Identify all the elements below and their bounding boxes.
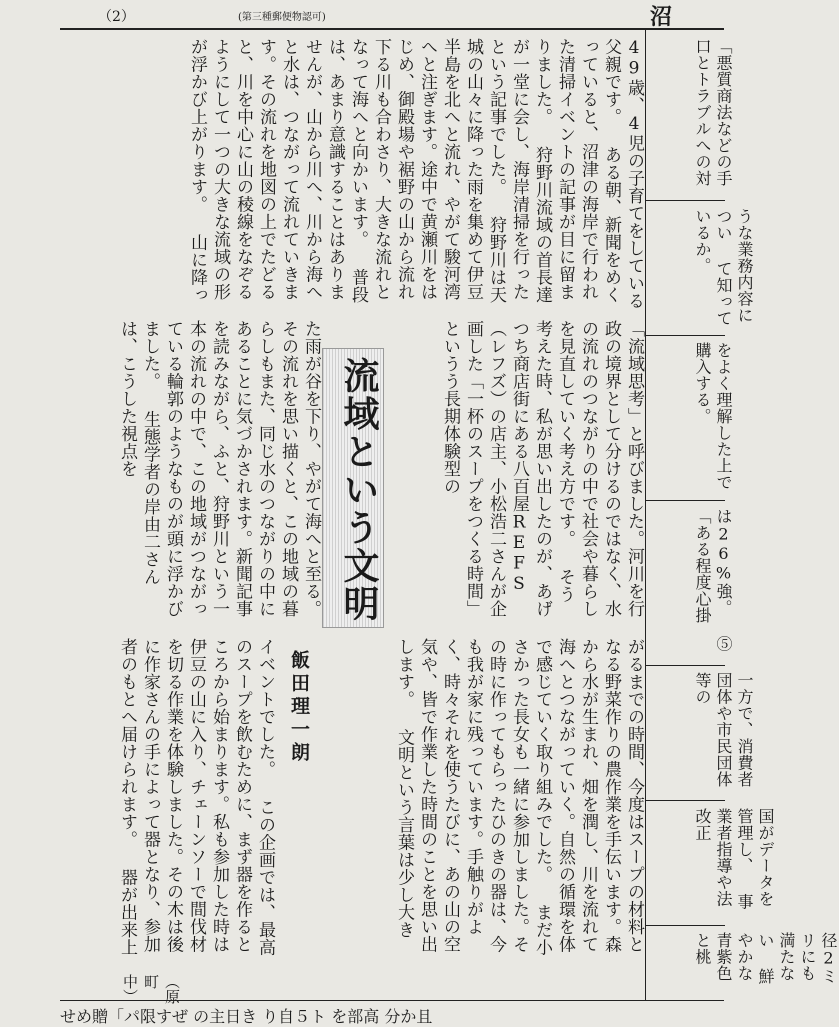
strip-column: 一方で、消費者 団体や市民団体等の <box>693 672 754 788</box>
strip-column: うな業務内容につい て知っているか。 <box>693 208 754 327</box>
strip-column: は26%強。 ⑤「ある程度心掛 <box>693 508 733 652</box>
article-title: 流域という文明 <box>338 357 379 623</box>
strip-column: 国がデータを管理し、 事業者指導や法改正 <box>693 808 775 910</box>
article-text-tier: た雨が谷を下り、やがて海へと至る。その流れを思い描くと、この地域の暮らしもまた、同じ水のつながりの中にあることに気づかされます。新聞記事を読みながら、ふと、狩野川という一本の流れの中で、この地域がつながっている輪郭のようなものが頭に浮かびました。 生態学者の岸由二さんは、こうした視点を <box>117 320 321 618</box>
adjacent-article-strip <box>645 30 838 1000</box>
divider <box>646 925 725 926</box>
divider <box>646 800 725 801</box>
article-text-tier: がるまでの時間、今度はスープの材料となる野菜作りの農作業を手伝います。森から水が生まれ、畑を潤し、川を流れて海へとつながっていく。自然の循環を体で感じていく取り組みでした。 まだ小さかった長女も一緒に参加しました。その時に作ってもらったひのきの器は、今も我が家に残っています。手触りがよく、時々それを使うたびに、あの山の空気や、皆で作業した時間のことを思い出します。 文明という言葉は少し大き <box>394 638 644 956</box>
article-text-tier: 49歳、4児の子育てをしている父親です。 ある朝、新聞をめくっていると、沼津の海岸で行われた清掃イベントの記事が目に留まりました。 狩野川流域の首長達が一堂に会し、海岸清掃を行ったという記事でした。 狩野川は天城の山々に降った雨を集めて伊豆半島を北へと流れ、やがて駿河湾へと注ぎます。途中で黄瀬川をはじめ、御殿場や裾野の山から流れ下る川も合わさり、大きな流れとなって海へと向かいます。 普段は、あまり意識することはありませんが、山から川へ、川から海へと水は、つながって流れていきます。その流れを地図の上でたどると、川を中心に山の稜線をなぞるようにして一つの大きな流域の形が浮かび上がります。 山に降っ <box>187 38 644 310</box>
divider <box>646 665 725 666</box>
page-number: （2） <box>98 9 135 25</box>
strip-column: 径2ミリにも満たない 鮮やかな青紫色と桃 <box>693 932 838 985</box>
postal-permit: (第三種郵便物認可) <box>238 12 326 23</box>
divider <box>646 500 725 501</box>
next-article-fragment: せめ贈「パ限すぜ の主日き り自５ト を部高 分か且 <box>60 1007 433 1026</box>
article-text-tier: 「流域思考」と呼びました。河川を行政の境界として分けるのではなく、水の流れのつながりの中で社会や暮らしを見直していく考え方です。 そう考えた時、私が思い出したのが、あげつち商店街にある八百屋REFS（レフズ）の店主、小松浩二さんが企画した「一杯のスープをつくる時間」というう長期体験型の <box>440 320 644 618</box>
strip-column: 「悪質商法などの手口とトラブルへの対 <box>693 38 733 187</box>
article-byline: （原町中） <box>121 974 181 1004</box>
article <box>60 30 645 1004</box>
strip-column: をよく理解した上で 購入する。 <box>693 342 733 491</box>
article-author: 飯田理一朗 <box>288 650 310 765</box>
article-text-tier: イベントでした。 この企画では、最高のスープを飲むために、まず器を作るところから始まります。私も参加した時は伊豆の山に入り、チェーンソーで間伐材を切る作業を体験しました。その木は後に作家さんの手によって器となり、参加者のもとへ届けられます。 器が出来上 <box>117 638 275 956</box>
paper-name: 沼 <box>649 4 672 30</box>
page-header <box>0 0 724 30</box>
bottom-rule <box>60 1000 724 1001</box>
divider <box>646 200 725 201</box>
article-title-box <box>322 348 384 628</box>
divider <box>646 335 725 336</box>
